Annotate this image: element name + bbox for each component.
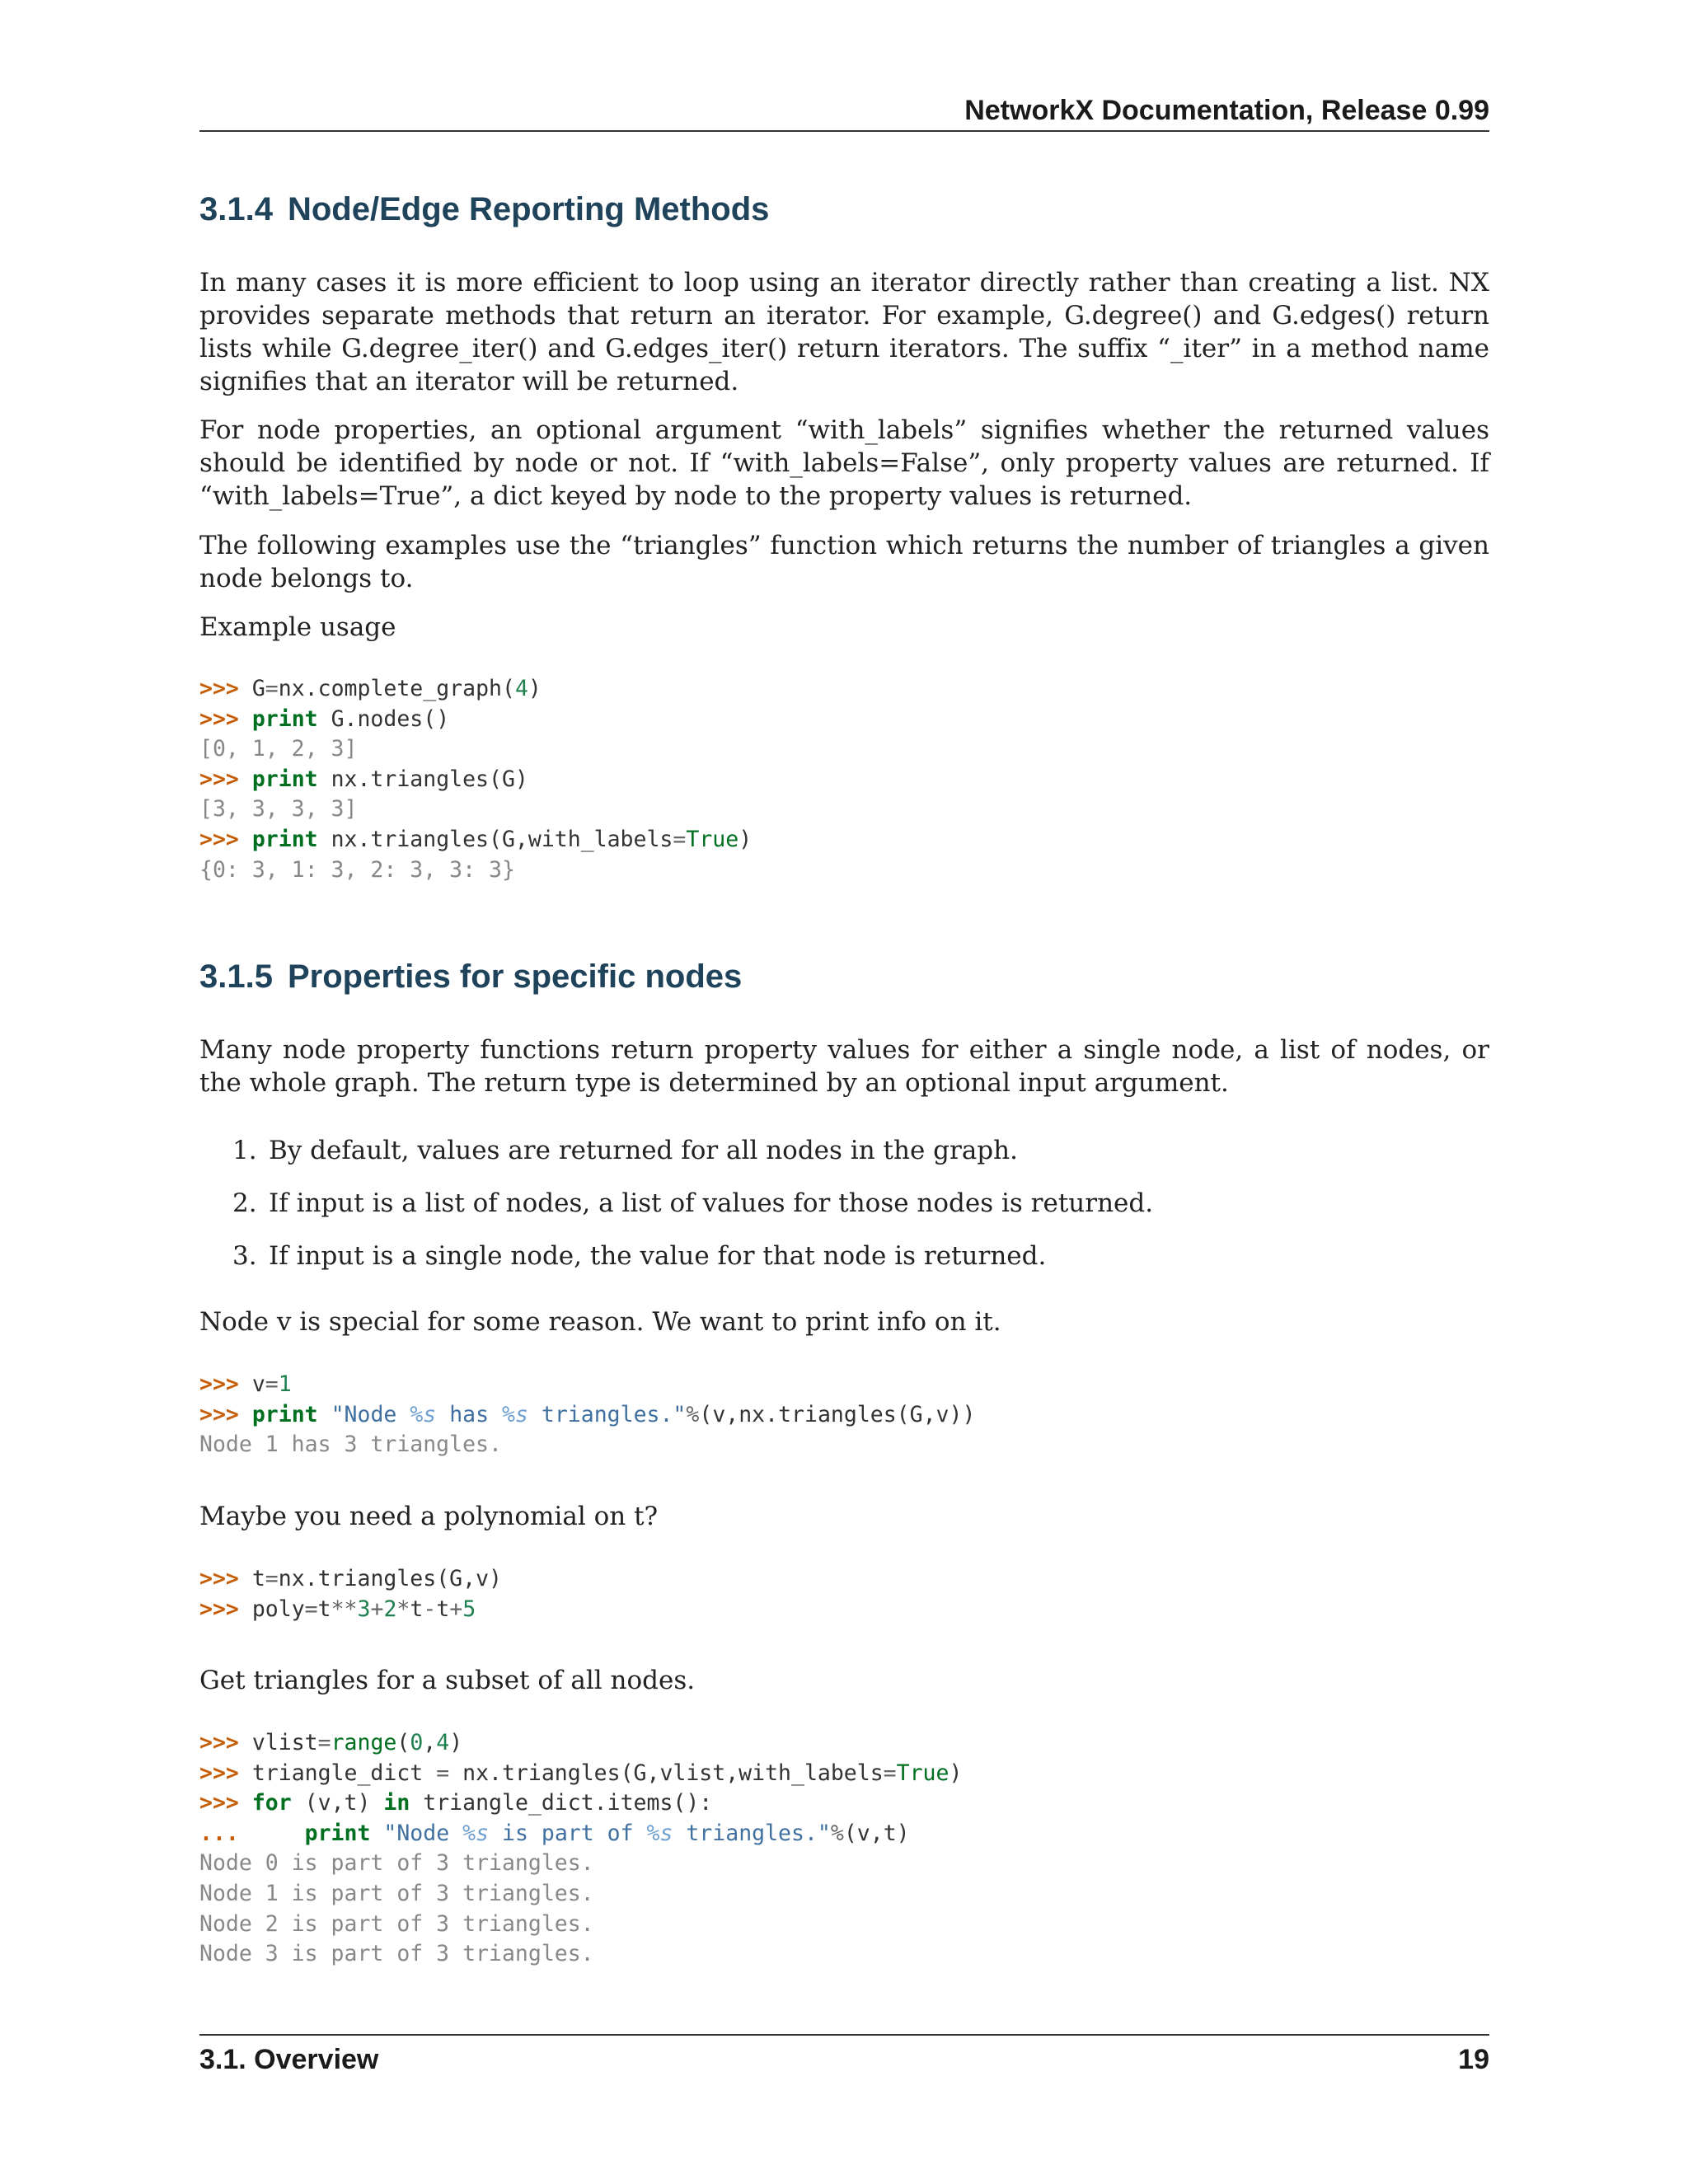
code-line — [199, 1819, 1489, 1849]
code-token: * — [396, 1596, 410, 1622]
code-output: Node 2 is part of 3 triangles. — [199, 1910, 594, 1937]
code-line — [199, 1759, 1489, 1789]
code-prompt: >>> — [199, 705, 252, 732]
code-token: has — [436, 1401, 503, 1427]
header-title: NetworkX Documentation, Release 0.99 — [964, 95, 1489, 126]
code-output: {0: 3, 1: 3, 2: 3, 3: 3} — [199, 856, 515, 883]
code-token: + — [449, 1596, 463, 1622]
code-token: ) — [949, 1760, 963, 1786]
code-prompt: >>> — [199, 1401, 252, 1427]
section-number: 3.1.5 — [199, 958, 273, 995]
code-token: 4 — [514, 676, 528, 701]
code-token: = — [265, 1566, 279, 1591]
section-title: Node/Edge Reporting Methods — [287, 191, 770, 227]
code-token: G.nodes() — [317, 705, 450, 732]
code-token: print — [251, 766, 318, 792]
section-number: 3.1.4 — [199, 191, 273, 227]
code-output: [0, 1, 2, 3] — [199, 736, 358, 762]
code-token: t — [251, 1566, 265, 1591]
section-title: Properties for specific nodes — [287, 958, 743, 995]
code-token: t — [317, 1596, 331, 1622]
code-token: 5 — [462, 1596, 476, 1622]
section-heading-3-1-4 — [199, 191, 769, 228]
code-token: % — [830, 1820, 844, 1846]
code-token: = — [265, 676, 279, 701]
code-token: nx.complete_graph( — [278, 676, 515, 701]
code-line — [199, 1595, 1489, 1625]
code-line — [199, 1879, 1489, 1910]
code-token: nx.triangles(G,v) — [278, 1566, 502, 1591]
code-token: nx.triangles(G) — [317, 766, 528, 792]
code-token: ) — [528, 676, 542, 701]
code-token: print — [251, 1401, 318, 1427]
code-token: , — [423, 1730, 437, 1755]
code-token: 4 — [436, 1730, 450, 1755]
code-token: %s — [646, 1820, 673, 1846]
code-line — [199, 1400, 1489, 1431]
code-prompt: >>> — [199, 1371, 252, 1397]
code-token: ) — [738, 826, 753, 852]
code-line — [199, 1728, 1489, 1759]
paragraph-with-labels: For node properties, an optional argument “with_labels” signifies whether the returned values should be identified by node or not. If “with_labels=False”, only property values are returned. If “with_labels=True”, a dict keyed by node to the property values is returned. — [199, 415, 1489, 511]
code-token: triangle_dict — [251, 1760, 437, 1786]
code-token: "Node — [383, 1820, 463, 1846]
code-token: is part of — [489, 1820, 647, 1846]
code-token: = — [883, 1760, 897, 1786]
list-item — [232, 1187, 1469, 1240]
code-line — [199, 825, 1489, 855]
paragraph-iterators: In many cases it is more efficient to loop using an iterator directly rather than creating a list. NX provides separate methods that return an iterator. For example, G.degree() and G.edges() return lists while G.degree_iter() and G.edges_iter() return iterators. The suffix “_iter” in a method name signifies that an iterator will be returned. — [199, 268, 1489, 396]
code-token: 3 — [357, 1596, 371, 1622]
code-line — [199, 705, 1489, 735]
section-heading-3-1-5 — [199, 958, 742, 996]
code-token: nx.triangles(G,vlist,with_labels — [449, 1760, 884, 1786]
code-prompt: >>> — [199, 766, 252, 792]
code-token: %s — [502, 1401, 528, 1427]
code-token: poly — [251, 1596, 305, 1622]
running-footer — [199, 2034, 1489, 2076]
code-prompt: >>> — [199, 1730, 252, 1755]
list-marker: 3. — [232, 1241, 257, 1271]
code-line — [199, 674, 1489, 705]
paragraph-subset: Get triangles for a subset of all nodes. — [199, 1666, 696, 1695]
code-token: ) — [449, 1730, 463, 1755]
code-output: [3, 3, 3, 3] — [199, 796, 358, 823]
code-token: v — [251, 1371, 265, 1397]
code-block-polynomial — [199, 1564, 1489, 1624]
code-block-node-v — [199, 1370, 1489, 1460]
code-token: triangles." — [528, 1401, 687, 1427]
paragraph-example-usage: Example usage — [199, 612, 396, 642]
list-marker: 2. — [232, 1188, 257, 1218]
code-line — [199, 765, 1489, 795]
list-item — [232, 1240, 1469, 1292]
code-line — [199, 1370, 1489, 1400]
code-token — [370, 1821, 383, 1846]
code-token: print — [304, 1820, 371, 1846]
code-token — [318, 1402, 331, 1427]
code-prompt: >>> — [199, 826, 252, 852]
paragraph-property-functions: Many node property functions return property values for either a single node, a list of nodes, or the whole graph. The return type is determined by an optional input argument. — [199, 1035, 1489, 1098]
code-token: True — [686, 826, 739, 852]
list-item-text: If input is a list of nodes, a list of values for those nodes is returned. — [269, 1188, 1154, 1218]
code-token: in — [383, 1790, 410, 1816]
code-token: triangle_dict.items(): — [410, 1790, 713, 1816]
code-token: ** — [331, 1596, 358, 1622]
code-token: - — [423, 1596, 437, 1622]
code-token: True — [896, 1760, 950, 1786]
code-token: = — [436, 1760, 450, 1786]
page-number: 19 — [1458, 2044, 1489, 2075]
code-line — [199, 1939, 1489, 1970]
code-prompt: >>> — [199, 1566, 252, 1591]
code-output: Node 0 is part of 3 triangles. — [199, 1850, 594, 1877]
list-item-text: By default, values are returned for all nodes in the graph. — [269, 1136, 1018, 1165]
running-header — [199, 91, 1489, 132]
list-item-text: If input is a single node, the value for that node is returned. — [269, 1241, 1047, 1271]
paragraph-node-v: Node v is special for some reason. We want to print info on it. — [199, 1307, 1001, 1337]
code-prompt: ... — [199, 1820, 305, 1846]
paragraph-polynomial: Maybe you need a polynomial on t? — [199, 1502, 659, 1531]
code-block-subset — [199, 1728, 1489, 1970]
code-token: t — [410, 1596, 424, 1622]
code-token: t — [436, 1596, 450, 1622]
code-token: 1 — [278, 1371, 292, 1397]
code-token: %s — [410, 1401, 437, 1427]
code-token: "Node — [331, 1401, 410, 1427]
code-line — [199, 1849, 1489, 1879]
footer-section: 3.1. Overview — [199, 2044, 379, 2075]
code-line — [199, 1430, 1489, 1460]
code-line — [199, 1564, 1489, 1595]
code-token: = — [265, 1371, 279, 1397]
code-prompt: >>> — [199, 1596, 252, 1622]
code-output: Node 3 is part of 3 triangles. — [199, 1941, 594, 1967]
code-token: % — [686, 1401, 700, 1427]
code-line — [199, 794, 1489, 825]
numbered-list — [232, 1134, 1469, 1292]
code-token: G — [251, 676, 265, 701]
code-token: vlist — [251, 1730, 318, 1755]
code-token: (v,t) — [843, 1820, 910, 1846]
code-token: for — [251, 1790, 292, 1816]
code-block-example — [199, 674, 1489, 885]
code-token: %s — [462, 1820, 490, 1846]
code-line — [199, 1910, 1489, 1940]
code-line — [199, 1788, 1489, 1819]
code-output: Node 1 has 3 triangles. — [199, 1432, 502, 1458]
code-token: = — [304, 1596, 318, 1622]
code-prompt: >>> — [199, 1760, 252, 1786]
code-token: = — [317, 1730, 331, 1755]
code-token: (v,nx.triangles(G,v)) — [699, 1401, 976, 1427]
code-token: ( — [396, 1730, 410, 1755]
code-token: nx.triangles(G,with_labels — [317, 826, 673, 852]
code-output: Node 1 is part of 3 triangles. — [199, 1880, 594, 1906]
code-token: triangles." — [673, 1820, 831, 1846]
document-page — [199, 0, 1489, 2184]
code-line — [199, 734, 1489, 765]
list-item — [232, 1134, 1469, 1187]
paragraph-triangles: The following examples use the “triangles” function which returns the number of triangles a given node belongs to. — [199, 531, 1489, 593]
code-token: print — [251, 826, 318, 852]
code-token: range — [331, 1730, 397, 1755]
code-prompt: >>> — [199, 676, 252, 701]
code-token: + — [370, 1596, 384, 1622]
code-token: (v,t) — [291, 1790, 384, 1816]
code-token: 2 — [383, 1596, 397, 1622]
code-line — [199, 855, 1489, 886]
code-token: print — [251, 705, 318, 732]
list-marker: 1. — [232, 1136, 257, 1165]
code-token: 0 — [410, 1730, 424, 1755]
code-token: = — [673, 826, 687, 852]
code-prompt: >>> — [199, 1790, 252, 1816]
